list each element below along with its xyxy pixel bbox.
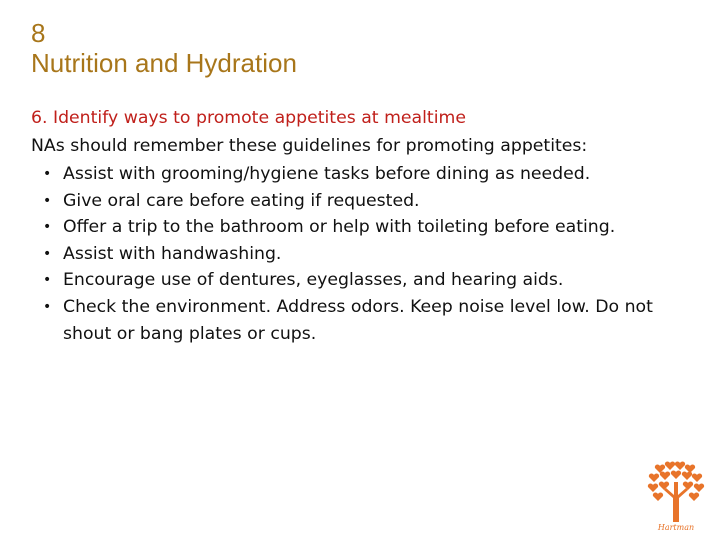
- list-item-text: Check the environment. Address odors. Keep noise level low. Do not shout or bang plates or cups.: [63, 296, 653, 344]
- objective-heading: 6. Identify ways to promote appetites at mealtime: [31, 108, 466, 128]
- list-item-text: Encourage use of dentures, eyeglasses, and hearing aids.: [63, 270, 564, 291]
- list-item-text: Offer a trip to the bathroom or help with toileting before eating.: [63, 217, 616, 238]
- chapter-number: 8: [31, 18, 46, 48]
- chapter-heading: [31, 18, 297, 78]
- bullet-icon: •: [43, 298, 52, 315]
- list-item-text: Assist with handwashing.: [63, 243, 282, 264]
- bullet-icon: •: [43, 272, 52, 289]
- list-item: [31, 214, 691, 241]
- list-item: [31, 161, 691, 188]
- list-item-text: Give oral care before eating if requested.: [63, 190, 420, 211]
- guideline-list: [31, 161, 691, 347]
- list-item: [31, 294, 691, 347]
- bullet-icon: •: [43, 166, 52, 182]
- bullet-icon: •: [43, 219, 52, 236]
- heart-tree-icon: [646, 460, 706, 532]
- hartman-logo: [646, 460, 706, 532]
- bullet-icon: •: [43, 192, 52, 209]
- list-item-text: Assist with grooming/hygiene tasks before dining as needed.: [63, 164, 591, 184]
- list-item: [31, 241, 691, 268]
- list-item: [31, 188, 691, 215]
- logo-wordmark: Hartman: [657, 523, 695, 532]
- list-item: [31, 267, 691, 294]
- chapter-title: Nutrition and Hydration: [31, 48, 297, 78]
- intro-text: NAs should remember these guidelines for promoting appetites:: [31, 136, 588, 156]
- bullet-icon: •: [43, 245, 52, 262]
